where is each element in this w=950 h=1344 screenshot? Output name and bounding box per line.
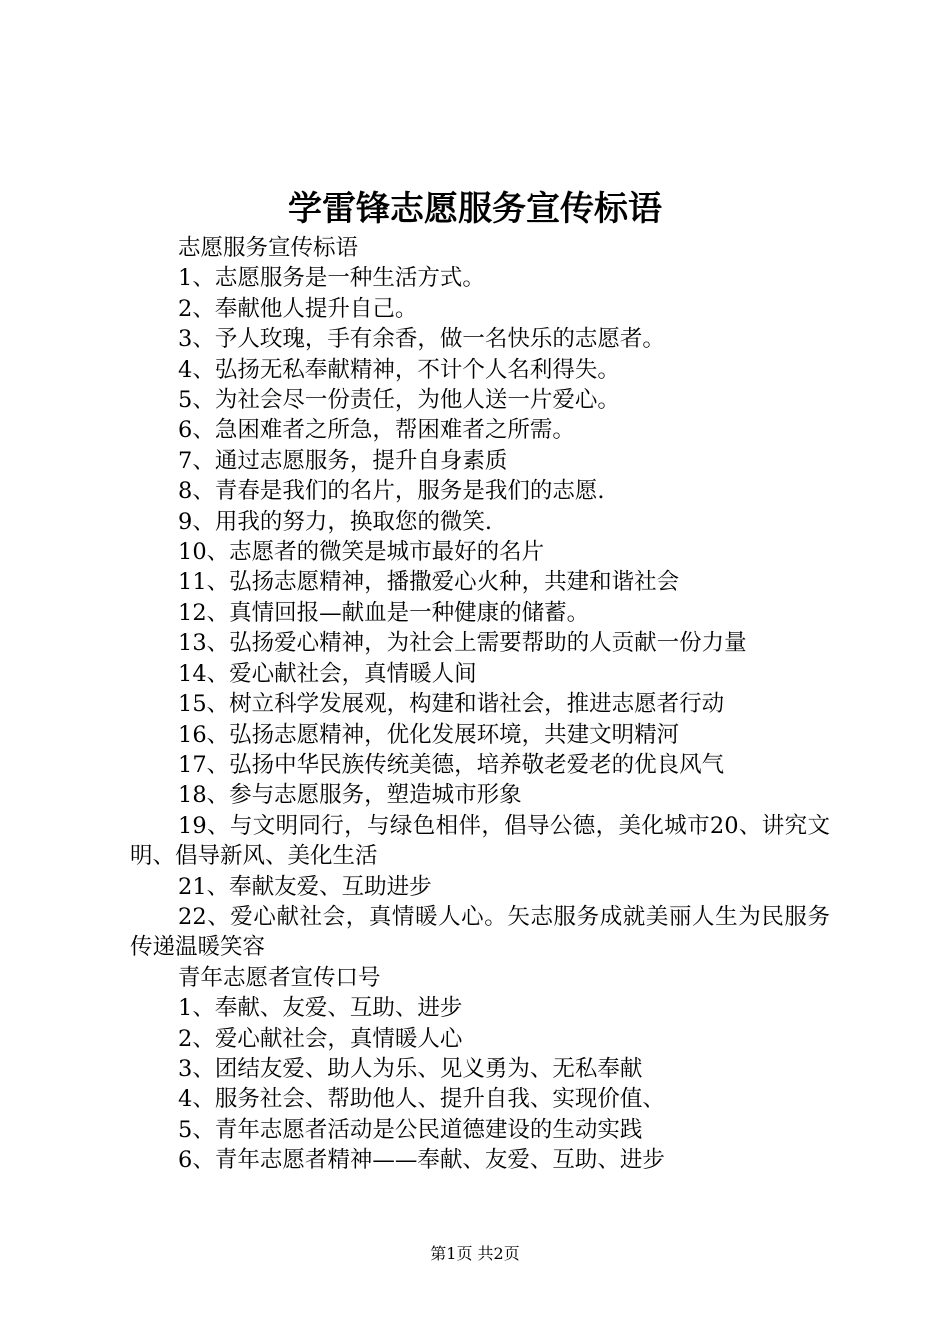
slogan-item: 12、真情回报—献血是一种健康的储蓄。 [178, 599, 590, 626]
page-footer: 第1页 共2页 [430, 1244, 520, 1263]
slogan-item: 21、奉献友爱、互助进步 [178, 873, 432, 900]
slogan-item: 4、弘扬无私奉献精神，不计个人名利得失。 [178, 356, 620, 383]
slogan-item: 4、服务社会、帮助他人、提升自我、实现价值、 [178, 1086, 665, 1113]
slogan-item: 6、青年志愿者精神——奉献、友爱、互助、进步 [178, 1147, 665, 1174]
slogan-item: 8、青春是我们的名片，服务是我们的志愿. [178, 478, 605, 505]
slogan-item: 5、青年志愿者活动是公民道德建设的生动实践 [178, 1116, 643, 1143]
slogan-item: 1、志愿服务是一种生活方式。 [178, 265, 485, 292]
slogan-item: 19、与文明同行，与绿色相伴，倡导公德，美化城市20、讲究文明、倡导新风、美化生活 [130, 812, 830, 870]
slogan-item: 3、团结友爱、助人为乐、见义勇为、无私奉献 [178, 1055, 643, 1082]
document-body [130, 233, 830, 1176]
slogan-item: 2、爱心献社会，真情暖人心 [178, 1025, 463, 1052]
slogan-item: 16、弘扬志愿精神，优化发展环境，共建文明精河 [178, 721, 680, 748]
slogan-item: 13、弘扬爱心精神，为社会上需要帮助的人贡献一份力量 [178, 630, 747, 657]
slogan-item: 17、弘扬中华民族传统美德，培养敬老爱老的优良风气 [178, 751, 725, 778]
slogan-item: 5、为社会尽一份责任，为他人送一片爱心。 [178, 387, 620, 414]
slogan-item: 22、爱心献社会，真情暖人心。矢志服务成就美丽人生为民服务传递温暖笑容 [130, 903, 830, 961]
slogan-item: 15、树立科学发展观，构建和谐社会，推进志愿者行动 [178, 691, 725, 718]
document-title: 学雷锋志愿服务宣传标语 [288, 189, 662, 229]
slogan-item: 2、奉献他人提升自己。 [178, 295, 418, 322]
slogan-item: 14、爱心献社会，真情暖人间 [178, 660, 477, 687]
slogan-item: 11、弘扬志愿精神，播撒爱心火种，共建和谐社会 [178, 569, 680, 596]
slogan-item: 3、予人玫瑰，手有余香，做一名快乐的志愿者。 [178, 326, 665, 353]
slogan-item: 18、参与志愿服务，塑造城市形象 [178, 782, 522, 809]
paragraph-heading-1: 志愿服务宣传标语 [178, 235, 359, 261]
slogan-item: 10、志愿者的微笑是城市最好的名片 [178, 539, 545, 566]
slogan-item: 7、通过志愿服务，提升自身素质 [178, 447, 508, 474]
slogan-item: 6、急困难者之所急，帮困难者之所需。 [178, 417, 575, 444]
slogan-item: 9、用我的努力，换取您的微笑. [178, 508, 492, 535]
paragraph-heading-2: 青年志愿者宣传口号 [178, 964, 381, 991]
slogan-item: 1、奉献、友爱、互助、进步 [178, 995, 463, 1022]
